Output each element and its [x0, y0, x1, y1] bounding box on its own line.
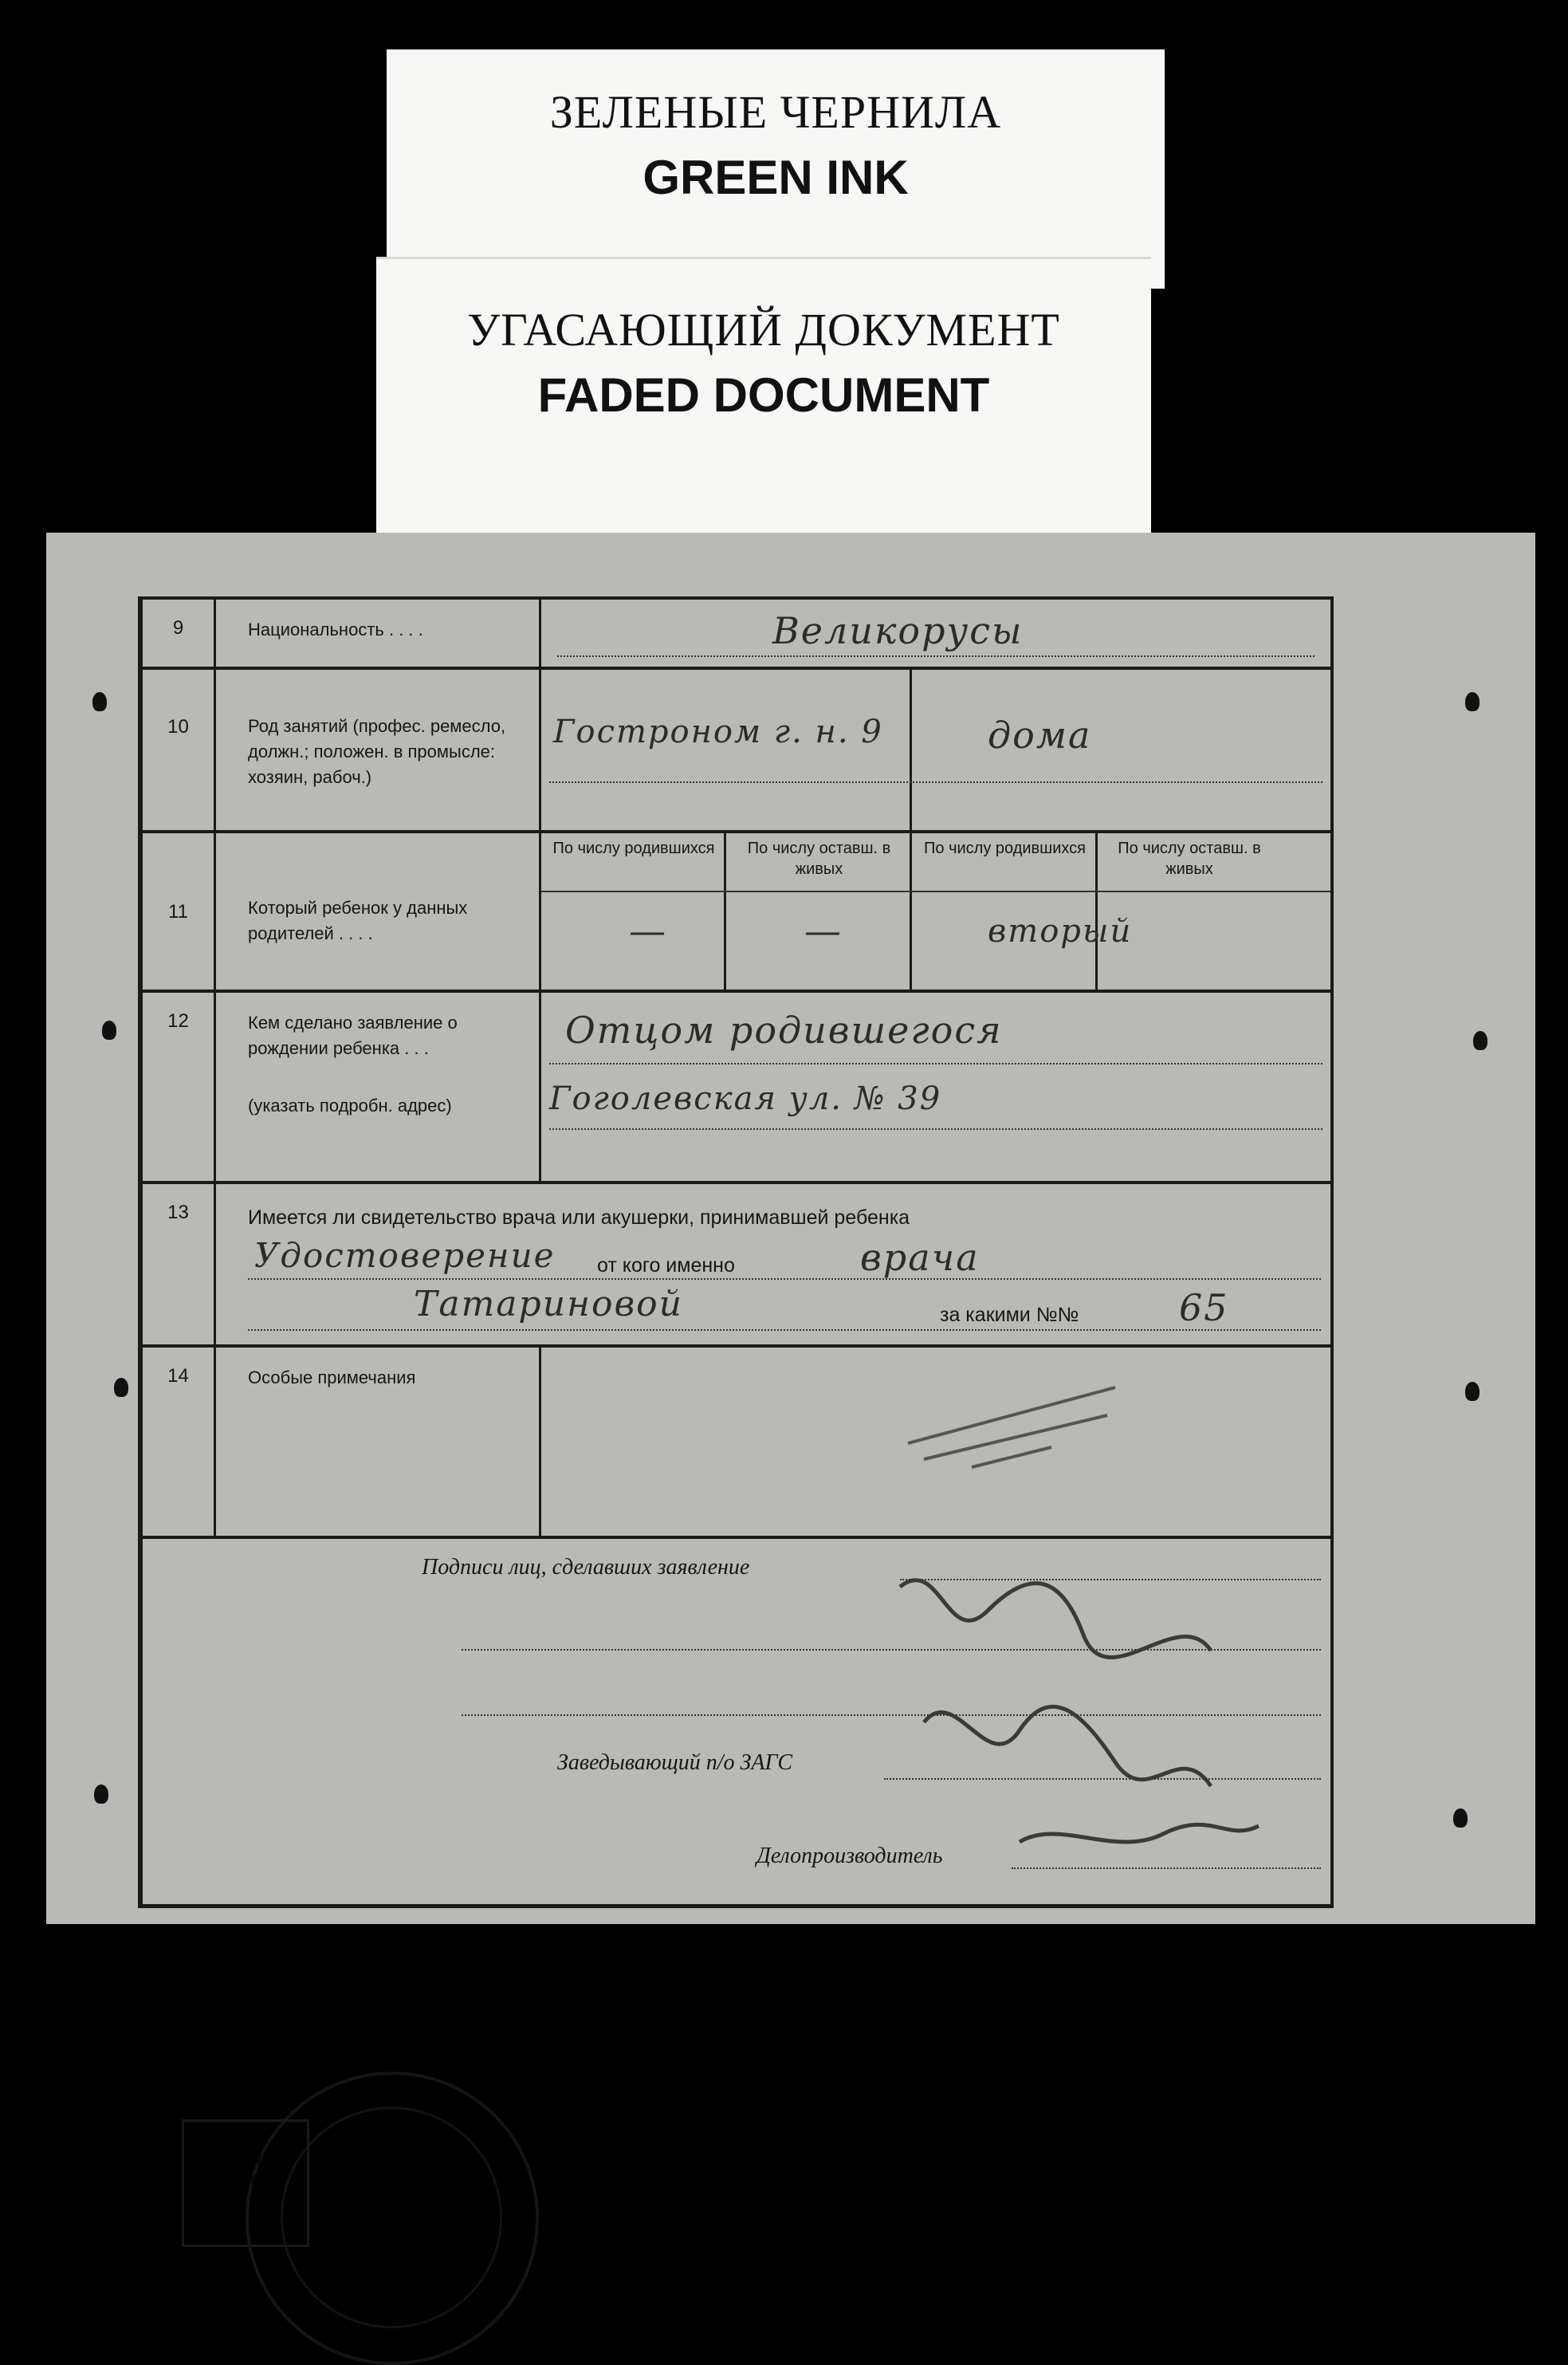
head-label: Заведывающий п/о ЗАГС [557, 1750, 793, 1775]
faded-ru: УГАСАЮЩИЙ ДОКУМЕНТ [467, 304, 1060, 356]
header-born-father: По числу родившихся [552, 840, 715, 857]
row-number: 10 [143, 670, 216, 830]
row-number: 12 [143, 993, 216, 1181]
header-alive-father: По числу оставш. в живых [747, 840, 891, 878]
row-number: 14 [143, 1348, 216, 1536]
occupation-mother-value: дома [988, 714, 1092, 757]
punch-hole [92, 692, 107, 711]
child-order-value-2: — [804, 909, 843, 952]
row-label-address: (указать подробн. адрес) [248, 1096, 452, 1116]
row-declarant [143, 990, 1330, 1181]
row-number: 9 [143, 600, 216, 667]
punch-hole [1453, 1808, 1468, 1828]
row-label: Род занятий (профес. ремесло, должн.; положен. в промысле: хозяин, рабоч.) [216, 670, 541, 830]
declarant-value: Отцом родившегося [565, 1009, 1003, 1052]
strike-mark-icon [892, 1371, 1131, 1483]
green-ink-card [387, 49, 1165, 289]
faded-document-card [376, 257, 1151, 538]
certificate-question: Имеется ли свидетельство врача или акушерки, принимавшей ребенка [248, 1206, 910, 1229]
row-remarks [143, 1344, 1330, 1536]
child-order-value-3: вторый [988, 913, 1133, 950]
row-occupation [143, 667, 1330, 830]
doctor-name-value: Татариновой [414, 1284, 683, 1324]
row-number: 13 [143, 1184, 216, 1344]
row-label: Который ребенок у данных родителей . . . . [216, 833, 541, 990]
nationality-value: Великорусы [772, 609, 1024, 652]
green-ink-en: GREEN INK [643, 151, 909, 204]
row-nationality [143, 596, 1330, 667]
stamp-label: Место для печати [206, 2148, 285, 2188]
declarant-address-value: Гоголевская ул. № 39 [549, 1080, 942, 1117]
from-whom-value: врача [860, 1236, 980, 1279]
occupation-father-value: Гостроном г. н. 9 [553, 714, 883, 750]
header-born-mother: По числу родившихся [924, 840, 1086, 857]
row-child-order [143, 830, 1330, 990]
punch-hole [1465, 692, 1480, 711]
form-sheet [46, 533, 1535, 2188]
punch-hole [1465, 1382, 1480, 1401]
certificate-answer: Удостоверение [254, 1236, 556, 1275]
signature-area [143, 1536, 1330, 1904]
clerk-label: Делопроизводитель [756, 1844, 943, 1868]
stamp-place-box [182, 2119, 309, 2247]
row-number: 11 [143, 833, 216, 990]
faded-en: FADED DOCUMENT [537, 368, 990, 422]
signatures-label: Подписи лиц, сделавших заявление [422, 1555, 750, 1580]
punch-hole [114, 1378, 128, 1397]
signature-mark-icon [876, 1539, 1291, 1874]
punch-hole [102, 1021, 116, 1040]
numbers-label: за какими №№ [940, 1304, 1079, 1326]
row-label: Кем сделано заявление о рождении ребенка . . . [248, 1013, 458, 1058]
header-alive-mother: По числу оставш. в живых [1118, 840, 1261, 878]
row-label: Особые примечания [216, 1348, 541, 1536]
green-ink-ru: ЗЕЛЕНЫЕ ЧЕРНИЛА [549, 86, 1002, 138]
birth-record-form [138, 596, 1334, 1908]
punch-hole [94, 1785, 108, 1804]
row-certificate [143, 1181, 1330, 1344]
numbers-value: 65 [1179, 1286, 1229, 1329]
from-whom-label: от кого именно [597, 1254, 735, 1277]
punch-hole [1473, 1031, 1487, 1050]
row-label: Национальность . . . . [216, 600, 541, 667]
child-order-value-1: — [629, 909, 667, 952]
